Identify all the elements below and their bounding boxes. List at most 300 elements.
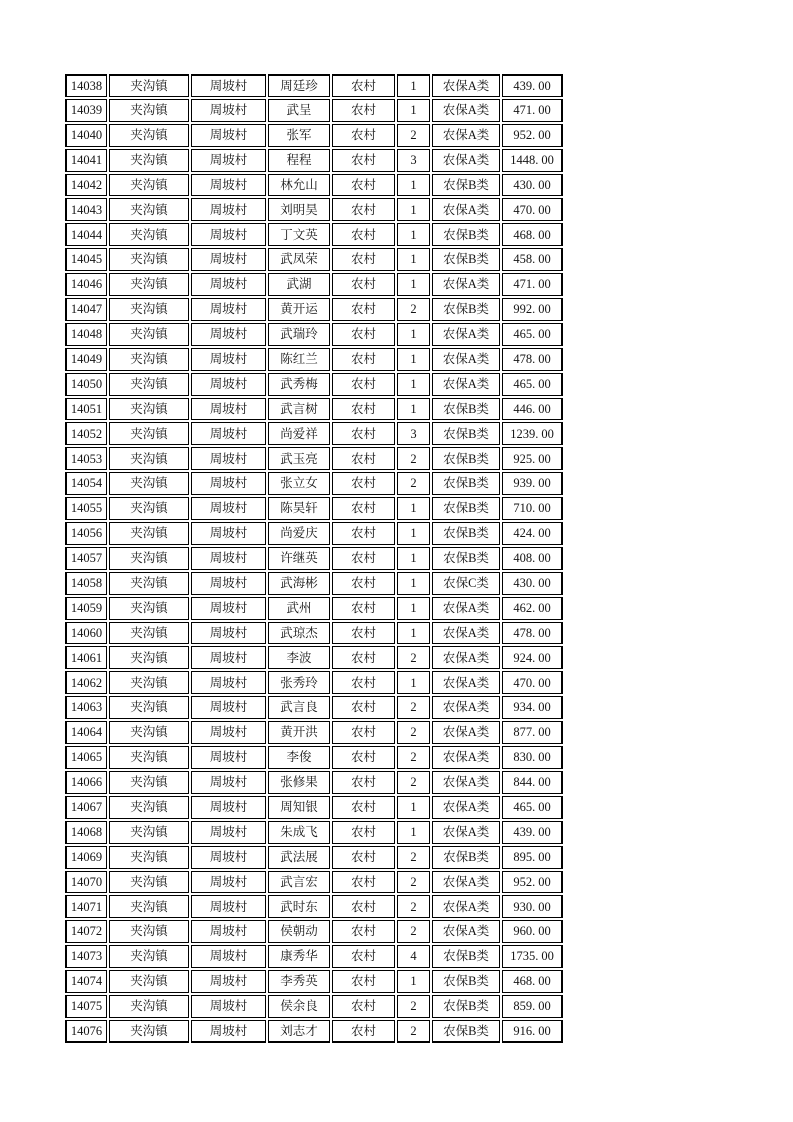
cell-person_count: 4 — [397, 945, 430, 968]
cell-town: 夹沟镇 — [109, 472, 189, 495]
cell-record_id: 14039 — [65, 99, 107, 122]
table-row — [65, 522, 563, 545]
cell-amount: 471. 00 — [502, 273, 563, 296]
cell-village: 周坡村 — [191, 373, 266, 396]
cell-town: 夹沟镇 — [109, 572, 189, 595]
cell-record_id: 14065 — [65, 746, 107, 769]
cell-amount: 895. 00 — [502, 846, 563, 869]
cell-residence_type: 农村 — [332, 796, 395, 819]
cell-insurance_class: 农保A类 — [432, 696, 500, 719]
cell-record_id: 14050 — [65, 373, 107, 396]
cell-residence_type: 农村 — [332, 945, 395, 968]
cell-person_count: 2 — [397, 920, 430, 943]
table-row — [65, 846, 563, 869]
cell-amount: 960. 00 — [502, 920, 563, 943]
cell-village: 周坡村 — [191, 945, 266, 968]
cell-person_count: 1 — [397, 348, 430, 371]
table-row — [65, 398, 563, 421]
cell-person_name: 武法展 — [268, 846, 330, 869]
cell-village: 周坡村 — [191, 273, 266, 296]
table-row — [65, 1020, 563, 1043]
decimal-point: . — [532, 899, 536, 914]
cell-town: 夹沟镇 — [109, 223, 189, 246]
table-row — [65, 273, 563, 296]
cell-person_name: 尚爱祥 — [268, 422, 330, 445]
cell-insurance_class: 农保A类 — [432, 74, 500, 97]
cell-residence_type: 农村 — [332, 895, 395, 918]
cell-insurance_class: 农保A类 — [432, 920, 500, 943]
cell-residence_type: 农村 — [332, 348, 395, 371]
decimal-point: . — [532, 1023, 536, 1038]
cell-person_name: 黄开运 — [268, 298, 330, 321]
cell-residence_type: 农村 — [332, 522, 395, 545]
insurance-records-table — [63, 72, 565, 1045]
cell-person_count: 1 — [397, 273, 430, 296]
cell-town: 夹沟镇 — [109, 646, 189, 669]
cell-village: 周坡村 — [191, 248, 266, 271]
decimal-point: . — [532, 725, 536, 740]
cell-village: 周坡村 — [191, 846, 266, 869]
cell-insurance_class: 农保B类 — [432, 522, 500, 545]
cell-town: 夹沟镇 — [109, 248, 189, 271]
cell-record_id: 14071 — [65, 895, 107, 918]
decimal-point: . — [532, 999, 536, 1014]
table-row — [65, 149, 563, 172]
table-row — [65, 821, 563, 844]
cell-person_name: 李秀英 — [268, 970, 330, 993]
cell-town: 夹沟镇 — [109, 149, 189, 172]
cell-residence_type: 农村 — [332, 447, 395, 470]
cell-amount: 478. 00 — [502, 622, 563, 645]
cell-amount: 468. 00 — [502, 223, 563, 246]
cell-amount: 468. 00 — [502, 970, 563, 993]
cell-amount: 924. 00 — [502, 646, 563, 669]
cell-insurance_class: 农保A类 — [432, 149, 500, 172]
cell-village: 周坡村 — [191, 348, 266, 371]
cell-insurance_class: 农保A类 — [432, 622, 500, 645]
decimal-point: . — [532, 302, 536, 317]
cell-person_count: 2 — [397, 846, 430, 869]
cell-village: 周坡村 — [191, 398, 266, 421]
cell-insurance_class: 农保B类 — [432, 547, 500, 570]
cell-town: 夹沟镇 — [109, 497, 189, 520]
cell-person_name: 武州 — [268, 597, 330, 620]
cell-amount: 465. 00 — [502, 796, 563, 819]
decimal-point: . — [532, 800, 536, 815]
cell-amount: 446. 00 — [502, 398, 563, 421]
cell-village: 周坡村 — [191, 422, 266, 445]
cell-insurance_class: 农保B类 — [432, 398, 500, 421]
cell-amount: 710. 00 — [502, 497, 563, 520]
cell-insurance_class: 农保A类 — [432, 597, 500, 620]
cell-record_id: 14046 — [65, 273, 107, 296]
cell-record_id: 14076 — [65, 1020, 107, 1043]
cell-person_name: 周廷珍 — [268, 74, 330, 97]
cell-town: 夹沟镇 — [109, 447, 189, 470]
cell-person_name: 张立女 — [268, 472, 330, 495]
cell-person_name: 武凤荣 — [268, 248, 330, 271]
cell-town: 夹沟镇 — [109, 348, 189, 371]
decimal-point: . — [532, 576, 536, 590]
decimal-point: . — [532, 103, 536, 118]
cell-insurance_class: 农保B类 — [432, 497, 500, 520]
table-row — [65, 497, 563, 520]
table-row — [65, 174, 563, 197]
table-row — [65, 597, 563, 620]
cell-person_name: 丁文英 — [268, 223, 330, 246]
cell-town: 夹沟镇 — [109, 398, 189, 421]
cell-residence_type: 农村 — [332, 821, 395, 844]
cell-person_count: 1 — [397, 572, 430, 595]
cell-town: 夹沟镇 — [109, 696, 189, 719]
cell-amount: 830. 00 — [502, 746, 563, 769]
decimal-point: . — [532, 526, 536, 541]
cell-person_count: 1 — [397, 373, 430, 396]
cell-person_name: 武秀梅 — [268, 373, 330, 396]
cell-insurance_class: 农保A类 — [432, 821, 500, 844]
cell-insurance_class: 农保B类 — [432, 945, 500, 968]
cell-town: 夹沟镇 — [109, 821, 189, 844]
cell-insurance_class: 农保B类 — [432, 223, 500, 246]
cell-amount: 465. 00 — [502, 323, 563, 346]
cell-residence_type: 农村 — [332, 248, 395, 271]
cell-village: 周坡村 — [191, 721, 266, 744]
cell-amount: 1239. 00 — [502, 422, 563, 445]
cell-residence_type: 农村 — [332, 547, 395, 570]
cell-amount: 439. 00 — [502, 821, 563, 844]
cell-residence_type: 农村 — [332, 1020, 395, 1043]
cell-person_count: 3 — [397, 422, 430, 445]
cell-residence_type: 农村 — [332, 149, 395, 172]
cell-person_name: 武玉亮 — [268, 447, 330, 470]
cell-town: 夹沟镇 — [109, 796, 189, 819]
cell-record_id: 14066 — [65, 771, 107, 794]
cell-person_name: 刘志才 — [268, 1020, 330, 1043]
cell-record_id: 14052 — [65, 422, 107, 445]
cell-person_name: 陈红兰 — [268, 348, 330, 371]
table-row — [65, 995, 563, 1018]
cell-village: 周坡村 — [191, 821, 266, 844]
table-row — [65, 373, 563, 396]
cell-residence_type: 农村 — [332, 273, 395, 296]
cell-record_id: 14067 — [65, 796, 107, 819]
cell-insurance_class: 农保A类 — [432, 746, 500, 769]
cell-village: 周坡村 — [191, 696, 266, 719]
cell-record_id: 14053 — [65, 447, 107, 470]
cell-person_count: 1 — [397, 174, 430, 197]
cell-residence_type: 农村 — [332, 99, 395, 122]
cell-amount: 877. 00 — [502, 721, 563, 744]
cell-village: 周坡村 — [191, 447, 266, 470]
cell-person_count: 2 — [397, 871, 430, 894]
decimal-point: . — [532, 924, 536, 939]
cell-person_count: 1 — [397, 522, 430, 545]
cell-person_name: 刘明昊 — [268, 198, 330, 221]
table-row — [65, 99, 563, 122]
cell-residence_type: 农村 — [332, 746, 395, 769]
cell-amount: 859. 00 — [502, 995, 563, 1018]
cell-person_name: 武言良 — [268, 696, 330, 719]
cell-village: 周坡村 — [191, 995, 266, 1018]
cell-record_id: 14063 — [65, 696, 107, 719]
cell-record_id: 14055 — [65, 497, 107, 520]
cell-person_name: 朱成飞 — [268, 821, 330, 844]
cell-insurance_class: 农保B类 — [432, 248, 500, 271]
cell-insurance_class: 农保A类 — [432, 671, 500, 694]
cell-town: 夹沟镇 — [109, 671, 189, 694]
cell-person_name: 尚爱庆 — [268, 522, 330, 545]
cell-record_id: 14074 — [65, 970, 107, 993]
cell-record_id: 14038 — [65, 74, 107, 97]
cell-village: 周坡村 — [191, 522, 266, 545]
cell-insurance_class: 农保A类 — [432, 273, 500, 296]
cell-village: 周坡村 — [191, 74, 266, 97]
cell-amount: 934. 00 — [502, 696, 563, 719]
decimal-point: . — [532, 974, 536, 989]
cell-town: 夹沟镇 — [109, 995, 189, 1018]
cell-residence_type: 农村 — [332, 472, 395, 495]
cell-record_id: 14040 — [65, 124, 107, 147]
cell-town: 夹沟镇 — [109, 74, 189, 97]
cell-record_id: 14064 — [65, 721, 107, 744]
table-row — [65, 721, 563, 744]
table-row — [65, 348, 563, 371]
cell-insurance_class: 农保A类 — [432, 796, 500, 819]
cell-record_id: 14045 — [65, 248, 107, 271]
cell-person_count: 1 — [397, 398, 430, 421]
cell-record_id: 14069 — [65, 846, 107, 869]
cell-amount: 439. 00 — [502, 74, 563, 97]
decimal-point: . — [532, 177, 536, 192]
cell-record_id: 14061 — [65, 646, 107, 669]
cell-person_name: 武湖 — [268, 273, 330, 296]
cell-insurance_class: 农保B类 — [432, 846, 500, 869]
cell-insurance_class: 农保B类 — [432, 174, 500, 197]
cell-village: 周坡村 — [191, 920, 266, 943]
cell-insurance_class: 农保B类 — [432, 995, 500, 1018]
cell-village: 周坡村 — [191, 572, 266, 595]
cell-insurance_class: 农保A类 — [432, 771, 500, 794]
cell-record_id: 14054 — [65, 472, 107, 495]
decimal-point: . — [532, 625, 536, 640]
cell-amount: 458. 00 — [502, 248, 563, 271]
cell-person_count: 1 — [397, 74, 430, 97]
table-row — [65, 696, 563, 719]
cell-town: 夹沟镇 — [109, 895, 189, 918]
cell-insurance_class: 农保A类 — [432, 373, 500, 396]
cell-person_name: 康秀华 — [268, 945, 330, 968]
cell-person_count: 2 — [397, 472, 430, 495]
cell-person_name: 周知银 — [268, 796, 330, 819]
cell-insurance_class: 农保B类 — [432, 422, 500, 445]
cell-insurance_class: 农保B类 — [432, 1020, 500, 1043]
decimal-point: . — [532, 78, 536, 93]
table-row — [65, 871, 563, 894]
cell-record_id: 14062 — [65, 671, 107, 694]
cell-person_count: 2 — [397, 746, 430, 769]
cell-record_id: 14072 — [65, 920, 107, 943]
cell-person_count: 1 — [397, 323, 430, 346]
cell-residence_type: 农村 — [332, 920, 395, 943]
cell-residence_type: 农村 — [332, 572, 395, 595]
cell-amount: 930. 00 — [502, 895, 563, 918]
cell-person_name: 李俊 — [268, 746, 330, 769]
table-row — [65, 945, 563, 968]
cell-residence_type: 农村 — [332, 871, 395, 894]
cell-person_name: 程程 — [268, 149, 330, 172]
table-row — [65, 248, 563, 271]
cell-amount: 471. 00 — [502, 99, 563, 122]
cell-residence_type: 农村 — [332, 298, 395, 321]
cell-amount: 1448. 00 — [502, 149, 563, 172]
cell-village: 周坡村 — [191, 597, 266, 620]
cell-village: 周坡村 — [191, 646, 266, 669]
table-row — [65, 970, 563, 993]
decimal-point: . — [535, 426, 539, 441]
cell-person_count: 1 — [397, 248, 430, 271]
cell-village: 周坡村 — [191, 671, 266, 694]
cell-residence_type: 农村 — [332, 223, 395, 246]
cell-village: 周坡村 — [191, 622, 266, 645]
table-row — [65, 920, 563, 943]
cell-insurance_class: 农保B类 — [432, 447, 500, 470]
cell-person_name: 武海彬 — [268, 572, 330, 595]
cell-town: 夹沟镇 — [109, 422, 189, 445]
cell-person_count: 2 — [397, 995, 430, 1018]
cell-amount: 478. 00 — [502, 348, 563, 371]
cell-amount: 430. 00 — [502, 174, 563, 197]
cell-person_name: 黄开洪 — [268, 721, 330, 744]
decimal-point: . — [535, 152, 539, 167]
cell-person_count: 1 — [397, 671, 430, 694]
cell-person_name: 武时东 — [268, 895, 330, 918]
cell-person_count: 2 — [397, 1020, 430, 1043]
decimal-point: . — [532, 277, 536, 292]
cell-person_name: 陈昊轩 — [268, 497, 330, 520]
table-row — [65, 895, 563, 918]
cell-village: 周坡村 — [191, 1020, 266, 1043]
cell-town: 夹沟镇 — [109, 597, 189, 620]
cell-person_count: 1 — [397, 597, 430, 620]
cell-record_id: 14049 — [65, 348, 107, 371]
cell-village: 周坡村 — [191, 198, 266, 221]
cell-village: 周坡村 — [191, 174, 266, 197]
cell-person_count: 2 — [397, 771, 430, 794]
cell-village: 周坡村 — [191, 970, 266, 993]
cell-person_count: 2 — [397, 124, 430, 147]
cell-record_id: 14057 — [65, 547, 107, 570]
decimal-point: . — [532, 700, 536, 715]
cell-person_count: 1 — [397, 821, 430, 844]
cell-town: 夹沟镇 — [109, 871, 189, 894]
table-body — [65, 74, 563, 1043]
cell-insurance_class: 农保B类 — [432, 472, 500, 495]
cell-town: 夹沟镇 — [109, 721, 189, 744]
table-row — [65, 223, 563, 246]
cell-person_count: 2 — [397, 646, 430, 669]
cell-town: 夹沟镇 — [109, 920, 189, 943]
cell-person_name: 武言树 — [268, 398, 330, 421]
cell-amount: 462. 00 — [502, 597, 563, 620]
cell-record_id: 14051 — [65, 398, 107, 421]
table-row — [65, 298, 563, 321]
cell-amount: 470. 00 — [502, 671, 563, 694]
cell-person_name: 李波 — [268, 646, 330, 669]
decimal-point: . — [532, 252, 536, 267]
cell-town: 夹沟镇 — [109, 622, 189, 645]
cell-residence_type: 农村 — [332, 622, 395, 645]
cell-town: 夹沟镇 — [109, 746, 189, 769]
cell-person_count: 1 — [397, 796, 430, 819]
cell-village: 周坡村 — [191, 124, 266, 147]
cell-town: 夹沟镇 — [109, 373, 189, 396]
table-row — [65, 622, 563, 645]
cell-person_count: 1 — [397, 970, 430, 993]
decimal-point: . — [532, 501, 536, 516]
cell-village: 周坡村 — [191, 771, 266, 794]
decimal-point: . — [532, 327, 536, 342]
cell-person_name: 侯余良 — [268, 995, 330, 1018]
cell-amount: 916. 00 — [502, 1020, 563, 1043]
cell-amount: 470. 00 — [502, 198, 563, 221]
decimal-point: . — [532, 650, 536, 665]
decimal-point: . — [532, 849, 536, 864]
cell-residence_type: 农村 — [332, 124, 395, 147]
cell-residence_type: 农村 — [332, 174, 395, 197]
decimal-point: . — [532, 775, 536, 790]
decimal-point: . — [532, 451, 536, 466]
cell-residence_type: 农村 — [332, 497, 395, 520]
cell-amount: 430. 00 — [502, 572, 563, 595]
table-row — [65, 447, 563, 470]
cell-village: 周坡村 — [191, 149, 266, 172]
cell-residence_type: 农村 — [332, 198, 395, 221]
cell-town: 夹沟镇 — [109, 298, 189, 321]
table-row — [65, 422, 563, 445]
cell-residence_type: 农村 — [332, 696, 395, 719]
cell-residence_type: 农村 — [332, 771, 395, 794]
cell-residence_type: 农村 — [332, 846, 395, 869]
cell-village: 周坡村 — [191, 472, 266, 495]
cell-town: 夹沟镇 — [109, 547, 189, 570]
cell-village: 周坡村 — [191, 497, 266, 520]
cell-record_id: 14041 — [65, 149, 107, 172]
cell-village: 周坡村 — [191, 895, 266, 918]
table-row — [65, 74, 563, 97]
cell-person_name: 张秀玲 — [268, 671, 330, 694]
cell-town: 夹沟镇 — [109, 846, 189, 869]
cell-insurance_class: 农保A类 — [432, 198, 500, 221]
cell-person_count: 1 — [397, 198, 430, 221]
cell-residence_type: 农村 — [332, 422, 395, 445]
decimal-point: . — [532, 401, 536, 416]
cell-person_count: 1 — [397, 99, 430, 122]
cell-insurance_class: 农保A类 — [432, 124, 500, 147]
decimal-point: . — [532, 675, 536, 690]
cell-residence_type: 农村 — [332, 671, 395, 694]
cell-record_id: 14056 — [65, 522, 107, 545]
cell-record_id: 14058 — [65, 572, 107, 595]
cell-insurance_class: 农保A类 — [432, 871, 500, 894]
cell-village: 周坡村 — [191, 99, 266, 122]
cell-insurance_class: 农保A类 — [432, 323, 500, 346]
cell-person_name: 张修果 — [268, 771, 330, 794]
cell-person_name: 林允山 — [268, 174, 330, 197]
cell-village: 周坡村 — [191, 547, 266, 570]
cell-amount: 939. 00 — [502, 472, 563, 495]
cell-town: 夹沟镇 — [109, 99, 189, 122]
cell-village: 周坡村 — [191, 323, 266, 346]
